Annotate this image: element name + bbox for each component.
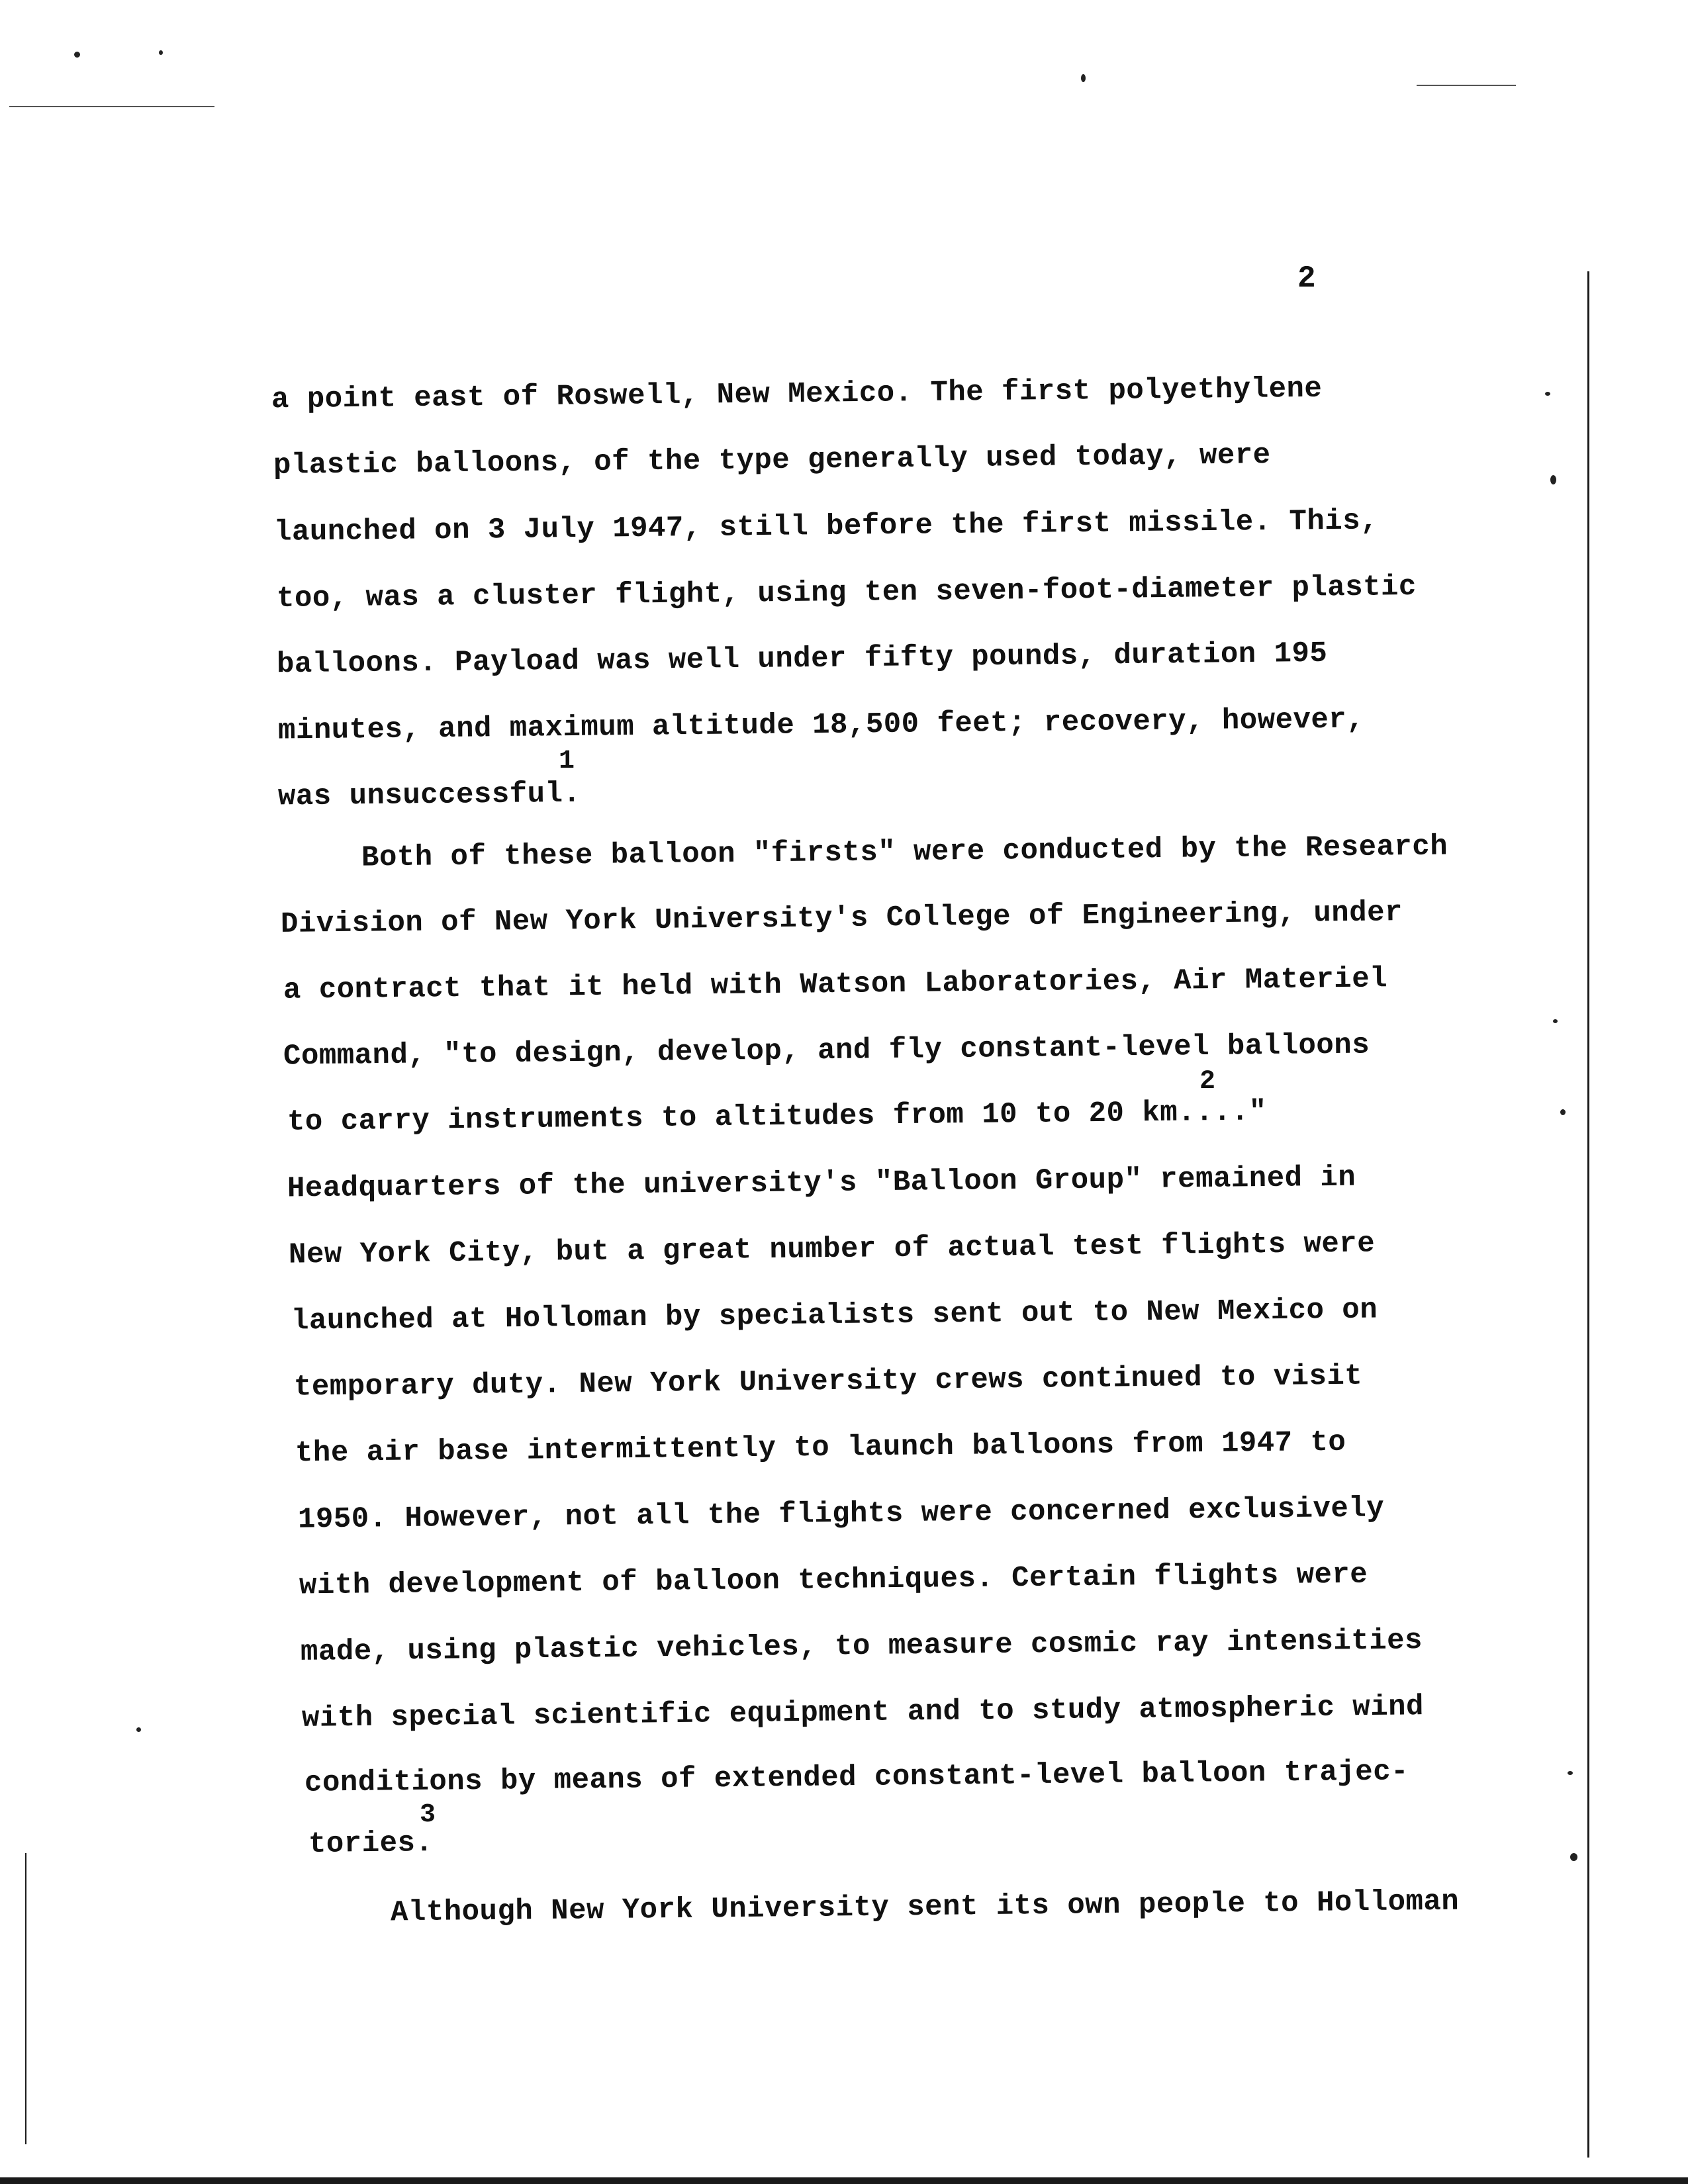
scan-speck xyxy=(1553,1019,1558,1023)
text-line: conditions by means of extended constant-level balloon trajec- xyxy=(304,1755,1409,1800)
text-line: with special scientific equipment and to study atmospheric wind xyxy=(301,1690,1425,1735)
scan-speck xyxy=(136,1727,141,1732)
text-line: the air base intermittently to launch balloons from 1947 to xyxy=(295,1426,1346,1471)
text-line: a point east of Roswell, New Mexico. The first polyethylene xyxy=(271,372,1323,417)
text-line: plastic balloons, of the type generally used today, were xyxy=(273,439,1271,482)
footnote-ref-3: 3 xyxy=(420,1800,436,1830)
page-number: 2 xyxy=(1297,261,1316,296)
text-line: with development of balloon techniques. Certain flights were xyxy=(299,1558,1368,1603)
scan-dash xyxy=(1417,85,1516,86)
text-line: launched at Holloman by specialists sent out to New Mexico on xyxy=(291,1293,1378,1338)
scan-dash xyxy=(9,106,214,107)
text-line: 1950. However, not all the flights were concerned exclusively xyxy=(297,1492,1385,1537)
text-line: Although New York University sent its own people to Holloman xyxy=(390,1885,1460,1930)
text-line: Headquarters of the university's "Balloon Group" remained in xyxy=(287,1161,1356,1206)
text-line: New York City, but a great number of actual test flights were xyxy=(288,1227,1376,1272)
scan-speck xyxy=(1550,475,1556,484)
scan-edge-left xyxy=(25,1853,26,2144)
text-line: a contract that it held with Watson Laboratories, Air Materiel xyxy=(283,962,1388,1007)
text-line: Command, "to design, develop, and fly constant-level balloons xyxy=(283,1028,1370,1073)
scan-speck xyxy=(1545,392,1550,396)
scan-speck xyxy=(159,50,163,55)
scan-edge-bottom xyxy=(0,2177,1688,2184)
scan-speck xyxy=(1560,1109,1566,1115)
footnote-ref-2: 2 xyxy=(1199,1067,1216,1097)
scan-speck xyxy=(1568,1771,1573,1775)
scan-speck xyxy=(74,52,80,58)
text-line: launched on 3 July 1947, still before the first missile. This, xyxy=(273,504,1379,549)
text-line: made, using plastic vehicles, to measure cosmic ray intensities xyxy=(300,1624,1423,1669)
text-line: too, was a cluster flight, using ten seven-foot-diameter plastic xyxy=(276,570,1417,616)
text-line: balloons. Payload was well under fifty pounds, duration 195 xyxy=(276,637,1328,682)
text-line: to carry instruments to altitudes from 10 to 20 km...." xyxy=(287,1095,1267,1139)
text-line: Both of these balloon "firsts" were conducted by the Research xyxy=(361,830,1448,875)
text-line: minutes, and maximum altitude 18,500 feet; recovery, however, xyxy=(277,703,1365,748)
scan-speck xyxy=(1081,74,1086,82)
scan-speck xyxy=(1570,1853,1577,1861)
text-line: Division of New York University's College of Engineering, under xyxy=(280,896,1403,941)
footnote-ref-1: 1 xyxy=(559,747,575,776)
scan-edge-right xyxy=(1587,271,1589,2158)
text-line: was unsuccessful. xyxy=(277,777,581,814)
text-line: tories. xyxy=(308,1827,434,1861)
text-line: temporary duty. New York University crews continued to visit xyxy=(293,1359,1363,1404)
